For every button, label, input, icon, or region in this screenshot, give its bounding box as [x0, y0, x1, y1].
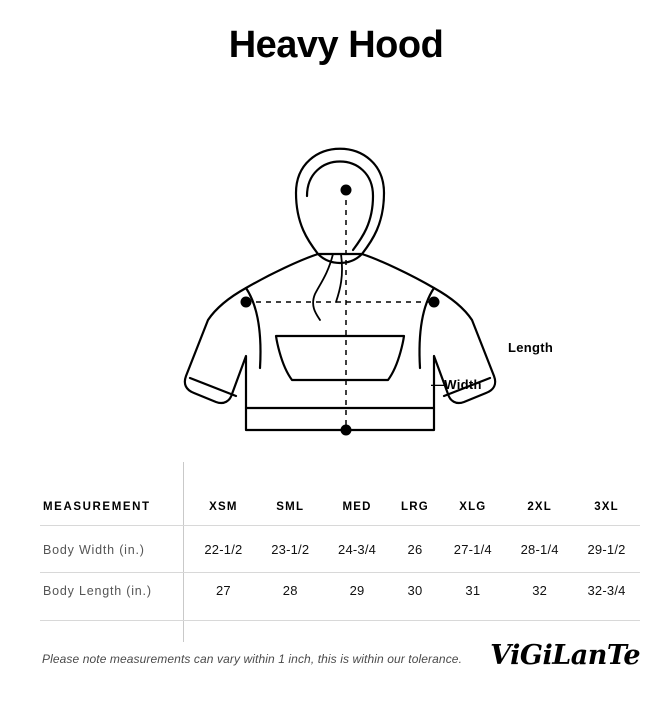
size-table-container: [0, 460, 672, 640]
length-label: Length: [508, 340, 554, 355]
cell-body-width-xsm: 22-1/2: [204, 542, 243, 557]
cell-body-width-lrg: 26: [407, 542, 423, 557]
cell-body-length-sml: 28: [282, 583, 298, 598]
column-header-lrg: LRG: [401, 501, 429, 513]
table-header-row: [40, 488, 640, 529]
row-label-body-length: Body Length (in.): [43, 583, 152, 598]
cell-body-length-med: 29: [349, 583, 365, 598]
column-header-3xl: 3XL: [594, 501, 619, 513]
table-row: [40, 570, 640, 611]
column-header-sml: SML: [276, 501, 305, 513]
cell-body-width-xlg: 27-1/4: [453, 542, 492, 557]
brand-logo: ViGiLanTe: [490, 640, 640, 671]
width-label: —Width: [431, 377, 482, 392]
cell-body-width-3xl: 29-1/2: [587, 542, 626, 557]
hoodie-diagram: [150, 78, 554, 458]
cell-body-length-xlg: 31: [465, 583, 481, 598]
hoodie-illustration-svg: [150, 78, 530, 458]
table-row: [40, 529, 640, 570]
size-table: [40, 488, 640, 611]
cell-body-length-lrg: 30: [407, 583, 423, 598]
column-header-med: MED: [342, 501, 372, 513]
cell-body-length-xsm: 27: [215, 583, 231, 598]
cell-body-width-2xl: 28-1/4: [520, 542, 559, 557]
tolerance-note: Please note measurements can vary within 1 inch, this is within our tolerance.: [42, 652, 463, 666]
table-rule-bottom: [40, 620, 640, 621]
cell-body-width-med: 24-3/4: [338, 542, 377, 557]
table-rule-middle: [40, 572, 640, 573]
column-header-xsm: XSM: [209, 501, 238, 513]
cell-body-width-sml: 23-1/2: [271, 542, 310, 557]
cell-body-length-3xl: 32-3/4: [587, 583, 626, 598]
table-rule-top: [40, 525, 640, 526]
column-header-measurement: MEASUREMENT: [43, 501, 151, 513]
cell-body-length-2xl: 32: [532, 583, 548, 598]
column-header-xlg: XLG: [459, 501, 487, 513]
page-title: Heavy Hood: [228, 24, 444, 66]
row-label-body-width: Body Width (in.): [43, 542, 145, 557]
column-header-2xl: 2XL: [527, 501, 553, 513]
